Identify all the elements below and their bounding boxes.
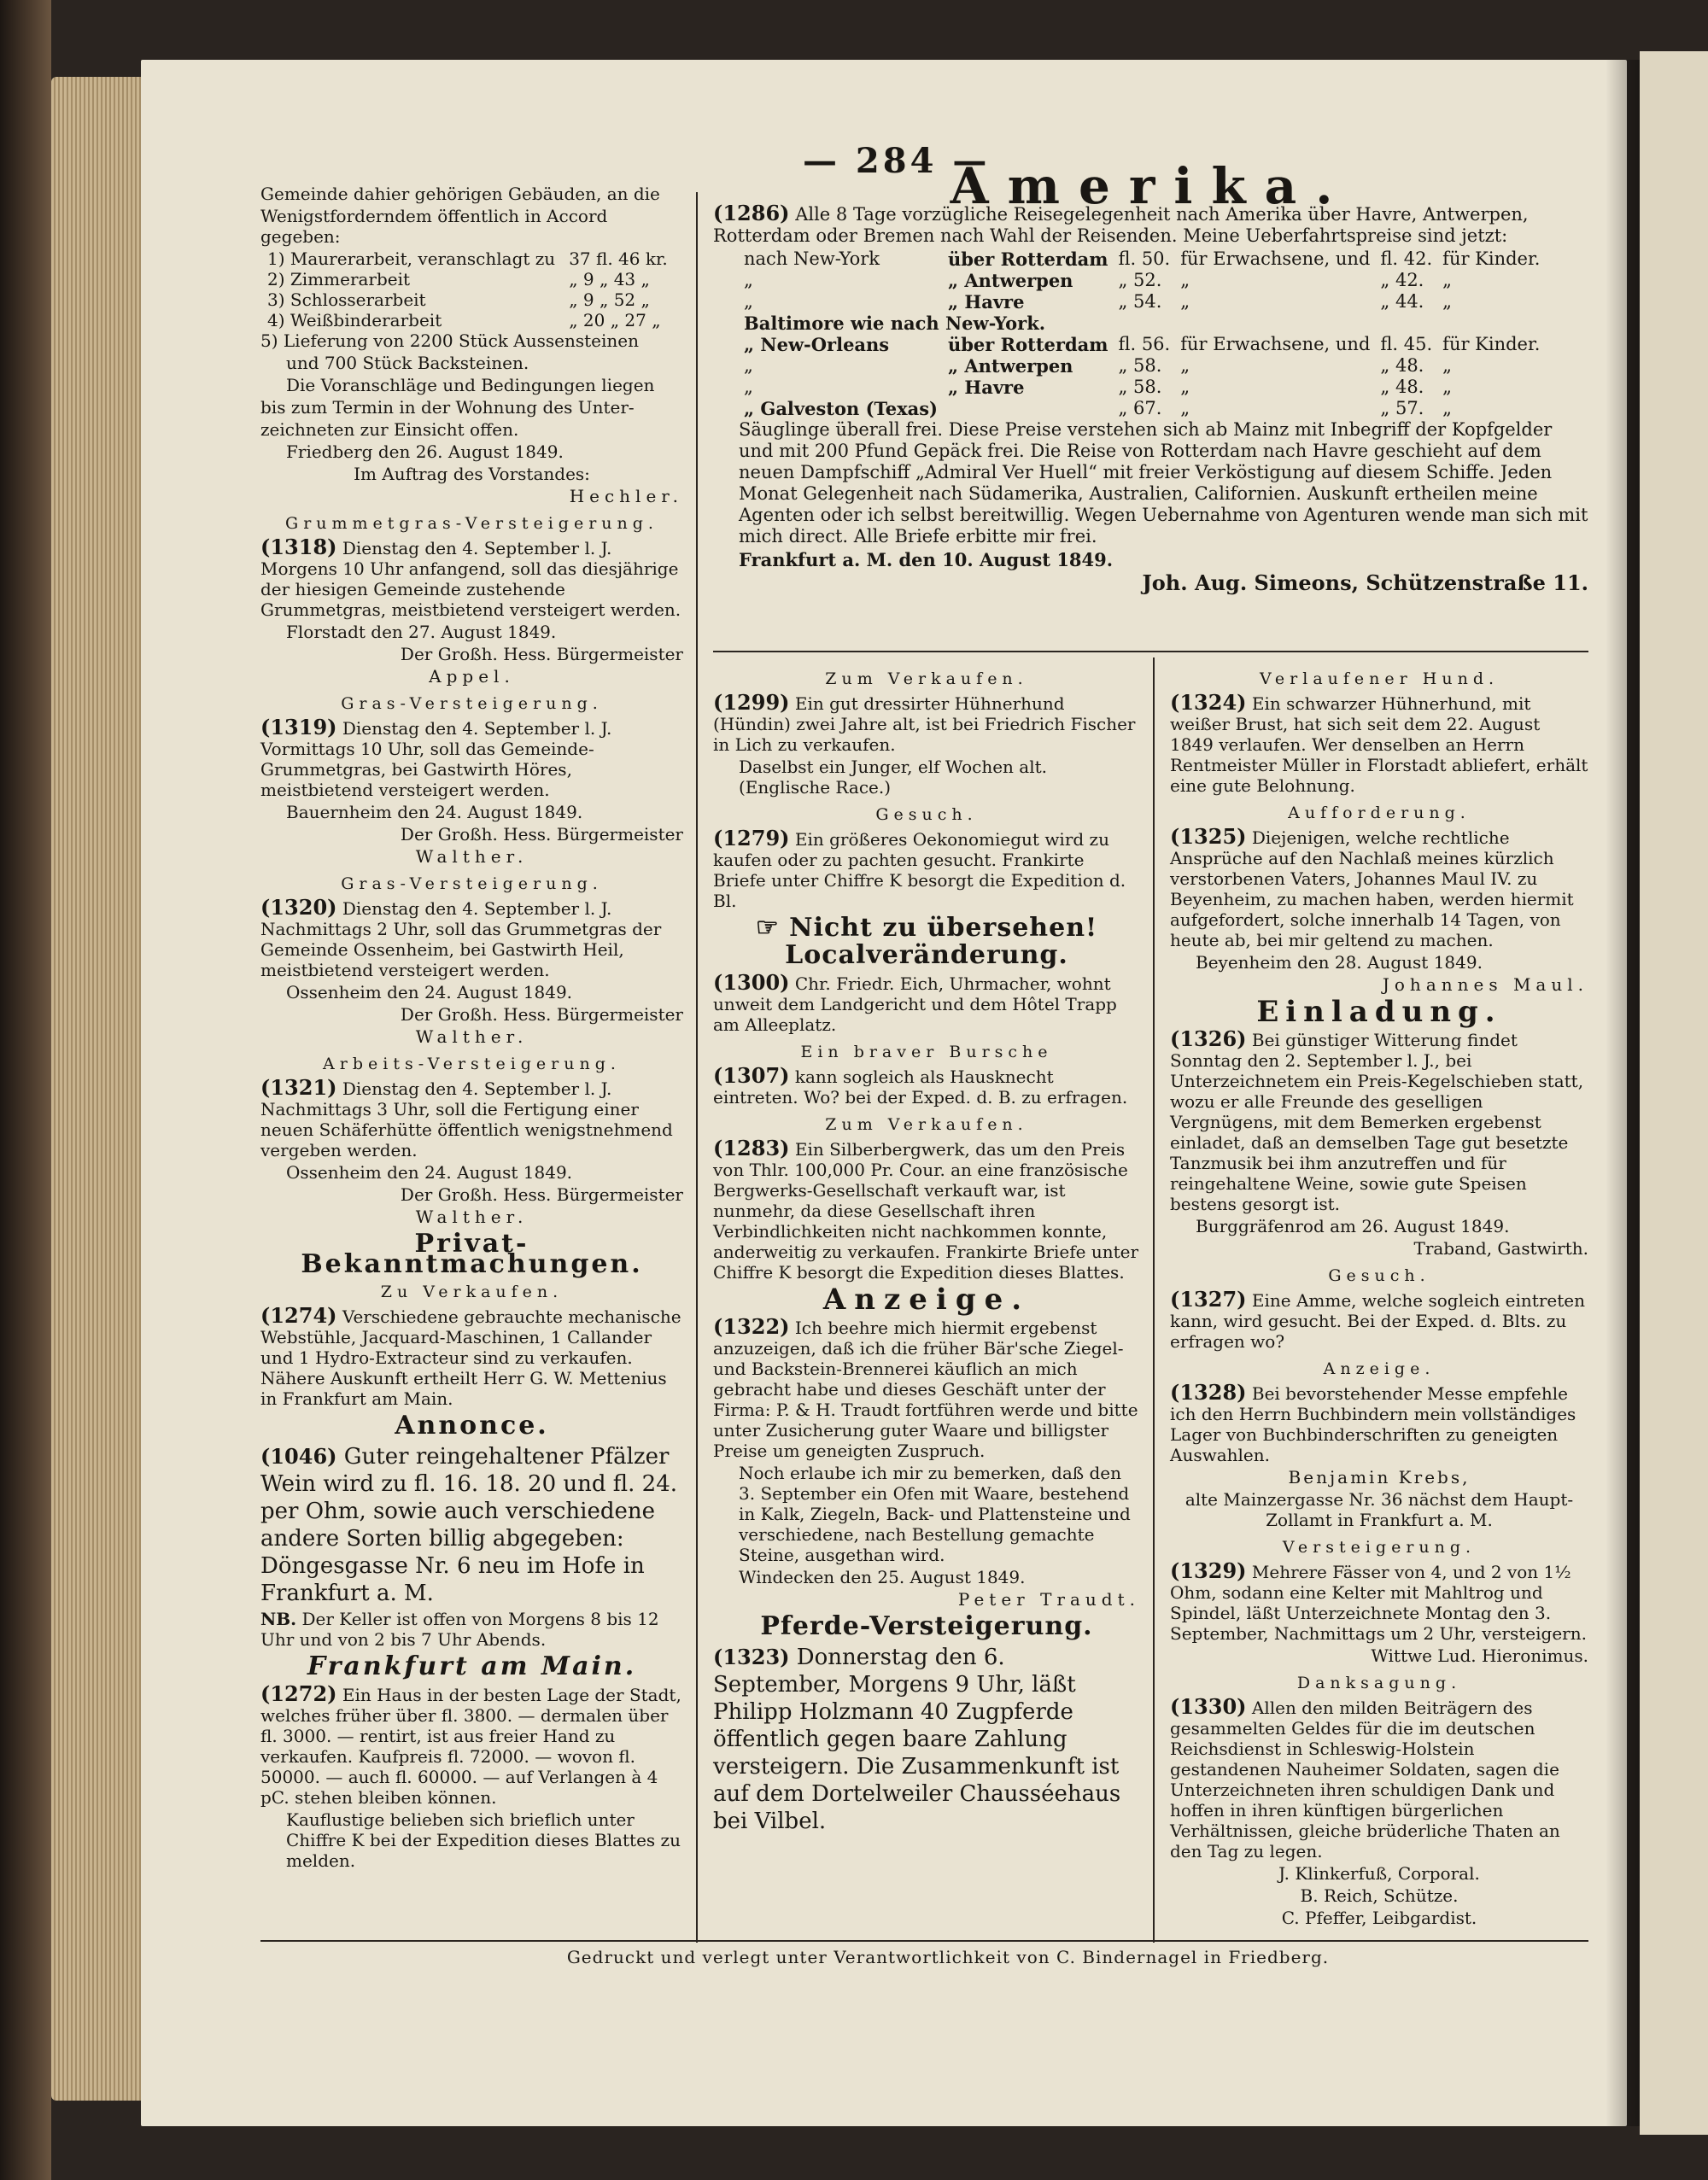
book-spine bbox=[0, 0, 51, 2180]
work-name: 2) Zimmerarbeit bbox=[267, 269, 411, 289]
heading-privat: Privat-Bekanntmachungen. bbox=[301, 1229, 643, 1279]
ad-number: (1329) bbox=[1170, 1558, 1247, 1583]
ad-1329 bbox=[1170, 1558, 1588, 1644]
signature: Johannes Maul. bbox=[1382, 974, 1588, 995]
conditions-line: Die Voranschläge und Bedingungen liegen bbox=[286, 375, 655, 395]
ad-text: Ein schwarzer Hühnerhund, mit weißer Brust, hat sich seit dem 22. August 1849 verlaufen. Wer denselben an Herrn Rentmeister Müller in Florstadt abliefert, erhält eine gute Belohnung. bbox=[1170, 693, 1588, 796]
ad-text: Chr. Friedr. Eich, Uhrmacher, wohnt unweit dem Landgericht und dem Hôtel Trapp am Alleeplatz. bbox=[713, 973, 1117, 1035]
ad-1307 bbox=[713, 1063, 1140, 1108]
ad-1322 bbox=[713, 1314, 1140, 1461]
fare-dest: „ bbox=[744, 270, 753, 290]
fare-row bbox=[739, 398, 1545, 419]
ad-text-2: Kauflustige belieben sich brieflich unter Chiffre K bei der Expedition dieses Blattes zu melden. bbox=[286, 1809, 681, 1871]
ad-text: Mehrere Fässer von 4, und 2 von 1½ Ohm, sodann eine Kelter mit Mahltrog und Spindel, läßt Unterzeichnete Montag den 3. September, Nachmittags um 2 Uhr, versteigern. bbox=[1170, 1562, 1587, 1644]
ad-1319 bbox=[260, 717, 683, 800]
fare-label: „ bbox=[1442, 377, 1453, 397]
ad-number: (1272) bbox=[260, 1681, 337, 1706]
ad-text: Ich beehre mich hiermit ergebenst anzuzeigen, daß ich die früher Bär'sche Ziegel- und Backstein-Brennerei käuflich an mich gebracht habe und dieses Geschäft unter der Firma: P. & H. Traudt fortführen werde und bitte unter Zusicherung guter Waare und billigster Preise um geneigten Zuspruch. bbox=[713, 1318, 1138, 1461]
place-date: Windecken den 25. August 1849. bbox=[739, 1567, 1026, 1587]
heading-arbeit: Arbeits-Versteigerung. bbox=[323, 1055, 621, 1073]
page-edges bbox=[51, 77, 145, 2101]
signature: Appel. bbox=[429, 666, 515, 687]
work-cost: „ 9 „ 52 „ bbox=[569, 289, 650, 310]
heading-annonce: Annonce. bbox=[395, 1411, 549, 1441]
ad-number: (1046) bbox=[260, 1444, 337, 1469]
works-row bbox=[260, 269, 675, 289]
gutter-shadow bbox=[1606, 60, 1640, 2126]
fare-label: „ bbox=[1442, 355, 1453, 376]
ad-text: Ein Haus in der besten Lage der Stadt, welches früher über fl. 3800. — dermalen über fl. 3000. — rentirt, ist aus freier Hand zu verkaufen. Kaufpreis fl. 72000. — wovon fl. 50000. — auch fl. 60000. — auf Verlangen à 4 pC. stehen bleiben können. bbox=[260, 1685, 681, 1808]
ad-text: Verschiedene gebrauchte mechanische Webstühle, Jacquard-Maschinen, 1 Callander und 1 Hydro-Extracteur sind zu verkaufen. Nähere Auskunft ertheilt Herr G. W. Mettenius in Frankfurt am Main. bbox=[260, 1306, 681, 1409]
signature: Traband, Gastwirth. bbox=[1413, 1238, 1588, 1259]
works-row bbox=[260, 289, 675, 310]
ad-1330 bbox=[1170, 1694, 1588, 1861]
heading-anzeige: Anzeige. bbox=[822, 1283, 1031, 1317]
work-name: 1) Maurerarbeit, veranschlagt zu bbox=[267, 248, 556, 269]
place-date: Frankfurt a. M. den 10. August 1849. bbox=[739, 549, 1114, 570]
fare-child: „ 44. bbox=[1380, 291, 1424, 312]
fare-row bbox=[739, 313, 1545, 334]
fare-adult: fl. 56. bbox=[1118, 334, 1171, 354]
nb-label: NB. bbox=[260, 1609, 297, 1629]
fare-label: für Erwachsene, und bbox=[1180, 334, 1371, 354]
heading-nicht-uebersehen: ☞ Nicht zu übersehen! bbox=[755, 913, 1098, 943]
place-date: Ossenheim den 24. August 1849. bbox=[286, 1162, 573, 1183]
heading-verlaufener-hund: Verlaufener Hund. bbox=[1259, 669, 1500, 688]
heading-frankfurt: Frankfurt am Main. bbox=[307, 1651, 637, 1681]
signature-line: Im Auftrag des Vorstandes: bbox=[354, 464, 590, 484]
supply-line: 5) Lieferung von 2200 Stück Aussensteinen bbox=[260, 330, 639, 351]
heading-gesuch: Gesuch. bbox=[875, 805, 978, 824]
fare-row bbox=[739, 291, 1545, 313]
fare-label: „ bbox=[1180, 377, 1190, 397]
ad-1274 bbox=[260, 1303, 683, 1409]
ad-text-2: Noch erlaube ich mir zu bemerken, daß den 3. September ein Ofen mit Waare, bestehend in Kalk, Ziegeln, Back- und Plattensteine und verschiedene, nach Bestellung gemachte Steine, ausgethan wird. bbox=[739, 1463, 1131, 1565]
heading-bursche: Ein braver Bursche bbox=[800, 1043, 1053, 1061]
amerika-text: Säuglinge überall frei. Diese Preise verstehen sich ab Mainz mit Inbegriff der Kopfgelder und mit 200 Pfund Gepäck frei. Die Reise von Rotterdam nach Havre geschieht auf dem neuen Dampfschiff „Admiral Ver Huell“ mit freier Verköstigung auf diesem Schiffe. Jeden Monat Gelegenheit nach Südamerika, Australien, Californien. Auskunft ertheilen meine Agenten oder ich selbst bereitwillig. Wegen Uebernahme von Agenturen wende man sich mit mich direct. Alle Briefe erbitte mir frei. bbox=[739, 419, 1588, 546]
fare-row bbox=[739, 355, 1545, 377]
ad-1324 bbox=[1170, 690, 1588, 796]
signature: Hechler. bbox=[569, 486, 683, 506]
ad-text: Diejenigen, welche rechtliche Ansprüche auf den Nachlaß meines kürzlich verstorbenen Vaters, Johannes Maul IV. zu Beyenheim, zu machen haben, werden hiermit aufgefordert, solche innerhalb 14 Tagen, von heute ab, bei mir geltend zu machen. bbox=[1170, 827, 1574, 950]
ad-1299 bbox=[713, 690, 1140, 755]
heading-einladung: Einladung. bbox=[1256, 995, 1502, 1029]
facing-page-edge bbox=[1640, 51, 1708, 2135]
heading-zu-verkaufen: Zu Verkaufen. bbox=[380, 1283, 564, 1301]
page-number: — 284 — bbox=[803, 141, 991, 181]
ad-number: (1318) bbox=[260, 535, 337, 559]
ad-text: Donnerstag den 6. September, Morgens 9 Uhr, läßt Philipp Holzmann 40 Zugpferde öffentlich gegen baare Zahlung versteigern. Die Zusammenkunft ist auf dem Dortelweiler Chausséehaus bei Vilbel. bbox=[713, 1645, 1121, 1834]
ad-text: kann sogleich als Hausknecht eintreten. Wo? bei der Exped. d. B. zu erfragen. bbox=[713, 1067, 1128, 1108]
fare-child: „ 42. bbox=[1380, 270, 1424, 290]
ad-number: (1300) bbox=[713, 970, 790, 995]
ad-number: (1299) bbox=[713, 690, 790, 715]
ad-1327 bbox=[1170, 1289, 1588, 1352]
ad-text: Alle 8 Tage vorzügliche Reisegelegenheit nach Amerika über Havre, Antwerpen, Rotterdam oder Bremen nach Wahl der Reisenden. Meine Ueberfahrtspreise sind jetzt: bbox=[713, 204, 1529, 246]
ad-number: (1321) bbox=[260, 1075, 337, 1100]
amerika-bottom-rule bbox=[713, 651, 1588, 652]
ad-number: (1320) bbox=[260, 895, 337, 920]
fare-label: „ bbox=[1442, 291, 1453, 312]
fare-label: „ bbox=[1180, 291, 1190, 312]
heading-amerika: Amerika. bbox=[950, 157, 1352, 215]
fare-via: über Rotterdam bbox=[947, 334, 1108, 355]
ad-number: (1274) bbox=[260, 1303, 337, 1328]
heading-danksagung: Danksagung. bbox=[1296, 1674, 1462, 1692]
signature-line: Der Großh. Hess. Bürgermeister bbox=[400, 1004, 683, 1025]
work-cost: 37 fl. 46 kr. bbox=[569, 248, 668, 269]
ad-number: (1283) bbox=[713, 1136, 790, 1160]
ad-1300 bbox=[713, 970, 1140, 1035]
signature: Benjamin Krebs, bbox=[1288, 1467, 1471, 1487]
fare-via: über Rotterdam bbox=[947, 248, 1108, 270]
fare-label: für Erwachsene, und bbox=[1180, 248, 1371, 269]
fare-child: „ 48. bbox=[1380, 355, 1424, 376]
heading-aufforderung: Aufforderung. bbox=[1288, 804, 1471, 822]
fare-adult: fl. 50. bbox=[1118, 248, 1171, 269]
ad-number: (1324) bbox=[1170, 690, 1247, 715]
ad-1326 bbox=[1170, 1026, 1588, 1214]
place-date: Burggräfenrod am 26. August 1849. bbox=[1196, 1216, 1510, 1236]
heading-pferde: Pferde-Versteigerung. bbox=[760, 1611, 1093, 1641]
ad-text: Bei bevorstehender Messe empfehle ich den Herrn Buchbindern mein vollständiges Lager von Buchbinderschriften zu geneigten Auswahlen. bbox=[1170, 1383, 1576, 1465]
fare-adult: „ 58. bbox=[1118, 377, 1162, 397]
ad-number: (1279) bbox=[713, 826, 790, 850]
fare-via: „ Antwerpen bbox=[947, 355, 1073, 377]
fare-adult: „ 67. bbox=[1118, 398, 1162, 418]
fare-dest: „ bbox=[744, 355, 753, 376]
work-cost: „ 9 „ 43 „ bbox=[569, 269, 650, 289]
works-row bbox=[260, 310, 675, 330]
amerika-intro bbox=[713, 202, 1588, 247]
ad-1328 bbox=[1170, 1382, 1588, 1465]
ad-number: (1326) bbox=[1170, 1026, 1247, 1051]
intro-line: Wenigstforderndem öffentlich in Accord gegeben: bbox=[260, 206, 608, 247]
fare-child: fl. 45. bbox=[1380, 334, 1433, 354]
place-date: Bauernheim den 24. August 1849. bbox=[286, 802, 583, 822]
fare-adult: „ 58. bbox=[1118, 355, 1162, 376]
ad-1318 bbox=[260, 537, 683, 620]
signature-line: Der Großh. Hess. Bürgermeister bbox=[400, 1184, 683, 1205]
ad-1325 bbox=[1170, 824, 1588, 950]
ad-text: Eine Amme, welche sogleich eintreten kann, wird gesucht. Bei der Exped. d. Blts. zu erfragen wo? bbox=[1170, 1290, 1585, 1352]
ad-text: Bei günstiger Witterung findet Sonntag den 2. September l. J., bei Unterzeichnetem ein Preis-Kegelschieben statt, wozu er alle Freunde des geselligen Vergnügens, mit dem Bemerken ergebenst einladet, daß an demselben Tage gut besetzte Tanzmusik bei ihm anzutreffen und für reingehaltene Weine, sowie gute Speisen bestens gesorgt ist. bbox=[1170, 1030, 1584, 1214]
signature: Joh. Aug. Simeons, Schützenstraße 11. bbox=[1142, 570, 1588, 595]
place-date: Ossenheim den 24. August 1849. bbox=[286, 982, 573, 1002]
fare-row bbox=[739, 248, 1545, 270]
fare-child: fl. 42. bbox=[1380, 248, 1433, 269]
column-rule-left bbox=[696, 192, 698, 1943]
conditions-line: zeichneten zur Einsicht offen. bbox=[260, 419, 519, 440]
ad-number: (1307) bbox=[713, 1063, 790, 1088]
ad-text: Ein größeres Oekonomiegut wird zu kaufen oder zu pachten gesucht. Frankirte Briefe unter Chiffre K besorgt die Expedition d. Bl. bbox=[713, 829, 1126, 911]
fare-dest: „ Galveston (Texas) bbox=[744, 398, 938, 419]
ad-number: (1323) bbox=[713, 1645, 790, 1669]
footer-rule bbox=[260, 1940, 1588, 1942]
heading-gesuch: Gesuch. bbox=[1328, 1266, 1430, 1285]
ad-text: Ein Silberbergwerk, das um den Preis von Thlr. 100,000 Pr. Cour. an eine französische Bergwerks-Gesellschaft verkauft war, ist nunmehr, da diese Gesellschaft ihren Verbindlichkeiten nicht nachkommen konnte, anderweitig zu verkaufen. Frankirte Briefe unter Chiffre K besorgt die Expedition dieses Blattes. bbox=[713, 1139, 1139, 1283]
heading-versteigerung: Versteigerung. bbox=[1282, 1538, 1477, 1557]
column-rule-right bbox=[1153, 658, 1155, 1943]
fare-table bbox=[739, 248, 1545, 419]
ad-number: (1319) bbox=[260, 715, 337, 739]
fare-label: „ bbox=[1180, 355, 1190, 376]
fare-dest: „ bbox=[744, 291, 753, 312]
fare-via: „ Havre bbox=[947, 291, 1025, 313]
ad-1279 bbox=[713, 828, 1140, 911]
place-date: Florstadt den 27. August 1849. bbox=[286, 622, 557, 642]
heading-zum-verkaufen: Zum Verkaufen. bbox=[825, 669, 1028, 688]
fare-label: „ bbox=[1442, 270, 1453, 290]
fare-via: „ Havre bbox=[947, 377, 1025, 398]
work-cost: „ 20 „ 27 „ bbox=[569, 310, 661, 330]
ad-text: Dienstag den 4. September l. J. Nachmittags 3 Uhr, soll die Fertigung einer neuen Schäferhütte öffentlich wenigstnehmend vergeben werden. bbox=[260, 1078, 673, 1160]
ad-text: Guter reingehaltener Pfälzer Wein wird zu fl. 16. 18. 20 und fl. 24. per Ohm, sowie auch verschiedene andere Sorten billig abgegeben: Döngesgasse Nr. 6 neu im Hofe in Frankfurt a. M. bbox=[260, 1444, 677, 1606]
ad-number: (1325) bbox=[1170, 824, 1247, 849]
fare-dest: nach New-York bbox=[744, 248, 880, 269]
ad-1046 bbox=[260, 1443, 683, 1607]
fare-label: „ bbox=[1180, 398, 1190, 418]
nb-text: Der Keller ist offen von Morgens 8 bis 12 Uhr und von 2 bis 7 Uhr Abends. bbox=[260, 1609, 659, 1650]
ad-number: (1328) bbox=[1170, 1380, 1247, 1405]
supply-line: und 700 Stück Backsteinen. bbox=[286, 353, 529, 373]
fare-label: für Kinder. bbox=[1442, 334, 1541, 354]
printer-footer: Gedruckt und verlegt unter Verantwortlichkeit von C. Bindernagel in Friedberg. bbox=[566, 1947, 1330, 1967]
ad-number: (1286) bbox=[713, 201, 790, 225]
signature: C. Pfeffer, Leibgardist. bbox=[1281, 1908, 1477, 1928]
ad-number: (1327) bbox=[1170, 1287, 1247, 1312]
column-middle bbox=[713, 662, 1140, 1837]
fare-dest: Baltimore wie nach New-York. bbox=[744, 313, 1046, 334]
ad-number: (1322) bbox=[713, 1314, 790, 1339]
fare-adult: „ 54. bbox=[1118, 291, 1162, 312]
signature-line: Der Großh. Hess. Bürgermeister bbox=[400, 644, 683, 664]
fare-via bbox=[943, 398, 1113, 419]
heading-gras: Gras-Versteigerung. bbox=[341, 694, 603, 713]
signature: Wittwe Lud. Hieronimus. bbox=[1371, 1645, 1588, 1666]
work-name: 4) Weißbinderarbeit bbox=[267, 310, 442, 330]
work-name: 3) Schlosserarbeit bbox=[267, 289, 426, 310]
heading-gras: Gras-Versteigerung. bbox=[341, 874, 603, 893]
ad-1320 bbox=[260, 897, 683, 980]
conditions-line: bis zum Termin in der Wohnung des Unter- bbox=[260, 397, 635, 418]
fare-label: für Kinder. bbox=[1442, 248, 1541, 269]
nb-note bbox=[260, 1609, 683, 1650]
ad-text-2: Daselbst ein Junger, elf Wochen alt. (Englische Race.) bbox=[739, 757, 1047, 798]
works-table bbox=[260, 248, 675, 330]
fare-row bbox=[739, 270, 1545, 291]
ad-text: Dienstag den 4. September l. J. Morgens 10 Uhr anfangend, soll das diesjährige der hiesigen Gemeinde zustehende Grummetgras, meistbietend versteigert werden. bbox=[260, 538, 681, 620]
signature: J. Klinkerfuß, Corporal. bbox=[1278, 1863, 1480, 1884]
place-date: Beyenheim den 28. August 1849. bbox=[1196, 952, 1483, 973]
fare-child: „ 48. bbox=[1380, 377, 1424, 397]
fare-dest: „ bbox=[744, 377, 753, 397]
fare-via: „ Antwerpen bbox=[947, 270, 1073, 291]
signature: Walther. bbox=[415, 846, 529, 867]
fare-adult: „ 52. bbox=[1118, 270, 1162, 290]
fare-label: „ bbox=[1442, 398, 1453, 418]
signature: Walther. bbox=[415, 1207, 529, 1227]
fare-row bbox=[739, 377, 1545, 398]
ad-text: Ein gut dressirter Hühnerhund (Hündin) zwei Jahre alt, ist bei Friedrich Fischer in Lich zu verkaufen. bbox=[713, 693, 1136, 755]
ad-1321 bbox=[260, 1075, 683, 1160]
heading-localveraenderung: Localveränderung. bbox=[785, 940, 1068, 970]
ad-number: (1330) bbox=[1170, 1694, 1247, 1719]
heading-anzeige: Anzeige. bbox=[1323, 1359, 1436, 1378]
place-date: Friedberg den 26. August 1849. bbox=[286, 441, 564, 462]
fare-dest: „ New-Orleans bbox=[744, 334, 890, 355]
heading-grummet: Grummetgras-Versteigerung. bbox=[285, 514, 658, 533]
signature-line: Der Großh. Hess. Bürgermeister bbox=[400, 824, 683, 845]
fare-child: „ 57. bbox=[1380, 398, 1424, 418]
signature: Peter Traudt. bbox=[957, 1589, 1140, 1610]
works-row bbox=[260, 248, 675, 269]
ad-text: Dienstag den 4. September l. J. Nachmittags 2 Uhr, soll das Grummetgras der Gemeinde Ossenheim, bei Gastwirth Heil, meistbietend versteigert werden. bbox=[260, 898, 662, 980]
heading-zum-verkaufen: Zum Verkaufen. bbox=[825, 1115, 1028, 1134]
signature: Walther. bbox=[415, 1026, 529, 1047]
ad-1323 bbox=[713, 1644, 1140, 1835]
column-left bbox=[260, 184, 683, 1873]
ad-text: Dienstag den 4. September l. J. Vormittags 10 Uhr, soll das Gemeinde-Grummetgras, bei Gastwirth Höres, meistbietend versteigert werden. bbox=[260, 718, 612, 800]
signature: B. Reich, Schütze. bbox=[1300, 1885, 1459, 1906]
fare-row bbox=[739, 334, 1545, 355]
ad-text: Allen den milden Beiträgern des gesammelten Geldes für die im deutschen Reichsdienst in Schleswig-Holstein gestandenen Nauheimer Soldaten, sagen die Unterzeichneten ihren schuldigen Dank und hoffen in ihren künftigen bürgerlichen Verhältnissen, gleiche brüderliche Thaten an den Tag zu legen. bbox=[1170, 1698, 1560, 1861]
fare-label: „ bbox=[1180, 270, 1190, 290]
intro-line: Gemeinde dahier gehörigen Gebäuden, an die bbox=[260, 184, 660, 204]
ad-1283 bbox=[713, 1138, 1140, 1283]
signature-address: alte Mainzergasse Nr. 36 nächst dem Haupt-Zollamt in Frankfurt a. M. bbox=[1184, 1489, 1574, 1530]
ad-1272 bbox=[260, 1681, 683, 1808]
column-right bbox=[1170, 662, 1588, 1930]
